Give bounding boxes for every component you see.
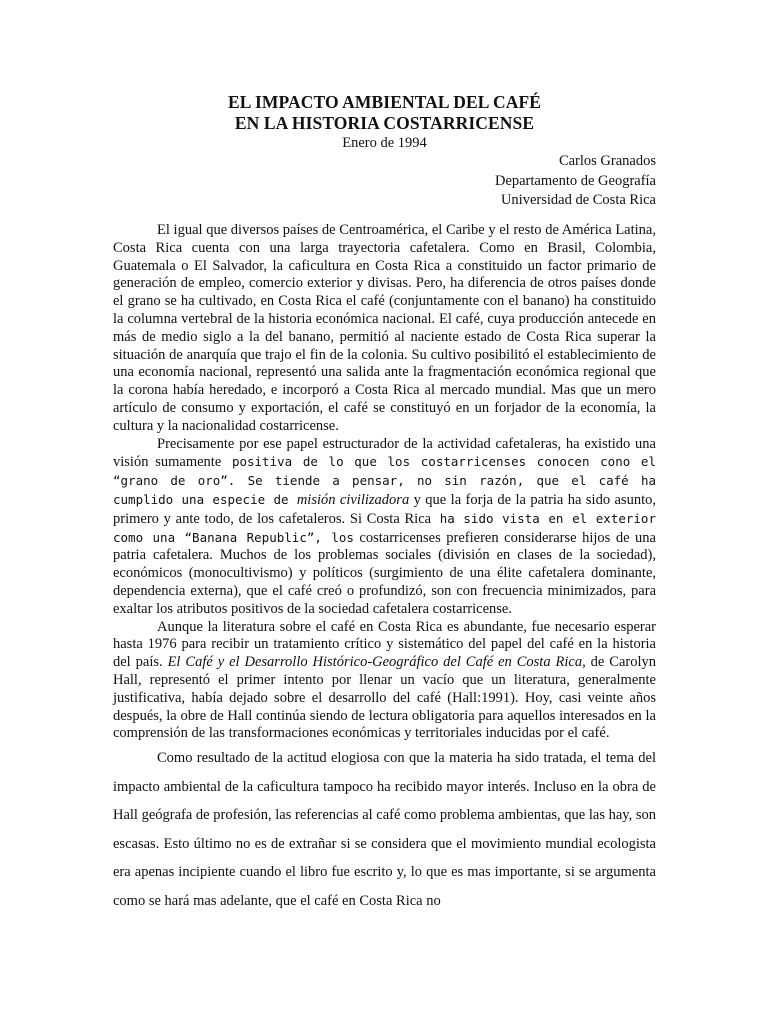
author-name: Carlos Granados [558,153,656,169]
paragraph-2 [113,436,656,619]
paragraph-2-part-f: costarricenses prefieren considerarse hijos de una patria cafetalera. Muchos de los problemas sociales (división en clases de la sociedad), económicos (monocultivismo) y políticos (surgimiento de una élite cafetalera dominante, dependencia externa), que el café creó o profundizó, son con frecuencia minimizados, para exaltar los atributos positivos de la sociedad cafetalera costarricense. [113,529,656,617]
author-department: Departamento de Geografía [494,172,656,189]
paragraph-3-part-c: de Carolyn Hall, representó el primer intento por llenar un vacío que un literatura, generalmente justificativa, había dejado sobre el desarrollo del café (Hall:1991). Hoy, casi veinte años después, la obre de Hall continúa siendo de lectura obligatoria para aquellos interesados en la comprensión de las transformaciones económicas y territoriales inducidas por el café. [113,654,656,742]
paragraph-1: El igual que diversos países de Centroamérica, el Caribe y el resto de América Latina, Costa Rica cuenta con una larga trayectoria cafetalera. Como en Brasil, Colombia, Guatemala o El Salvador, la caficultura en Costa Rica a constituido un factor primario de generación de empleo, comercio exterior y divisas. Pero, ha diferencia de otros países donde el grano se ha cultivado, en Costa Rica el café (conjuntamente con el banano) ha constituido la columna vertebral de la historia económica nacional. El café, cuya producción antecede en más de medio siglo a la del banano, permitió al naciente estado de Costa Rica superar la situación de anarquía que trajo el fin de la colonia. Su cultivo posibilitó el establecimiento de una economía nacional, representó una salida ante la fragmentación económica regional que la corona había heredado, e incorporó a Costa Rica al mercado mundial. Mas que un mero artículo de consumo y exportación, el café se constituyó en un forjador de la economía, la cultura y la nacionalidad costarricense. [113,222,656,434]
title-block [113,92,656,152]
paragraph-2-part-e: ha sido vista en el exterior como una “Banana Republic”, los [113,510,656,545]
document-body [113,222,656,916]
document-title-line-1: EL IMPACTO AMBIENTAL DEL CAFÉ [227,92,542,112]
author-university: Universidad de Costa Rica [500,192,656,208]
paragraph-2-part-a: Precisamente por ese papel estructurador de la actividad cafetaleras, ha existido una visión sumamente [113,435,656,471]
paragraph-2-italic-phrase: misión civilizadora [296,491,410,508]
paragraph-3-book-title: El Café y el Desarrollo Histórico-Geográfico del Café en Costa Rica, [167,654,586,671]
document-title-line-2: EN LA HISTORIA COSTARRICENSE [234,113,535,133]
paragraph-4: Como resultado de la actitud elogiosa con que la materia ha sido tratada, el tema del impacto ambiental de la caficultura tampoco ha recibido mayor interés. Incluso en la obra de Hall geógrafa de profesión, las referencias al café como problema ambientas, que las hay, son escasas. Esto último no es de extrañar si se considera que el movimiento mundial ecologista era apenas incipiente cuando el libro fue escrito y, lo que es mas importante, si se argumenta como se hará mas adelante, que el café en Costa Rica no [113,750,656,910]
paragraph-3-part-a: Aunque la literatura sobre el café en Costa Rica es abundante, fue necesario esperar hasta 1976 para recibir un tratamiento crítico y sistemático del papel del café en la historia del país. [113,618,656,671]
author-block [495,152,656,211]
paragraph-3 [113,619,656,744]
paragraph-2-part-b: positiva de lo que los costarricenses conocen cono el “grano de oro”. Se tiende a pensar, no sin razón, que el café ha cumplido una especie de [113,454,656,507]
paragraph-2-part-d: y que la forja de la patria ha sido asunto, primero y ante todo, de los cafetaleros. Si Costa Rica [113,491,656,527]
document-date: Enero de 1994 [342,135,427,151]
